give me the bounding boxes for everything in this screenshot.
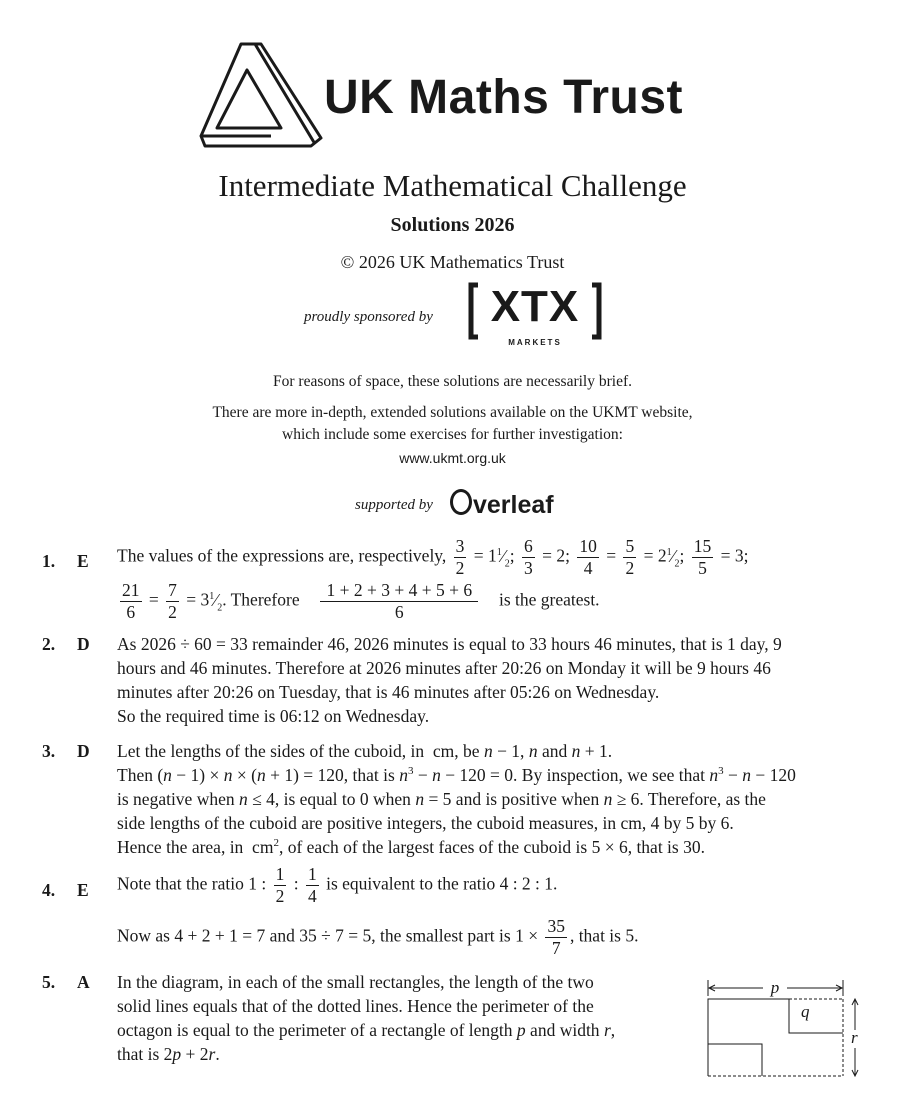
diagram-label-q: q (801, 1002, 810, 1021)
q2-line-4: So the required time is 06:12 on Wednesday. (117, 706, 430, 726)
overleaf-wordmark: verleaf (473, 491, 554, 519)
q1-line-2: $\frac{21}{6}$ = $\frac{7}{2}$ = $3^1⁄_2$. Therefore $\frac{1 + 2 + 3 + 4 + 5 + 6}{6}$ is the greatest. (122, 580, 600, 622)
overleaf-icon (450, 489, 472, 515)
q3-line-5: Hence the area, in $cm^2$, of each of the largest faces of the cuboid is 5 × 6, that is 30. (117, 837, 705, 857)
question-answer: E (77, 880, 89, 900)
extended-note-line: There are more in-depth, extended solutions available on the UKMT website, (212, 404, 693, 421)
extended-note-line: which include some exercises for further investigation: (282, 426, 623, 443)
page-subtitle: Solutions 2026 (390, 214, 515, 236)
q3-line-3: is negative when n ≤ 4, is equal to 0 when n = 5 and is positive when n ≥ 6. Therefore, as the (117, 789, 766, 809)
ukmt-logo-icon (197, 40, 323, 150)
q5-line-4: that is 2p + 2r. (117, 1044, 220, 1064)
space-note: For reasons of space, these solutions are necessarily brief. (273, 373, 632, 390)
website-link[interactable]: www.ukmt.org.uk (399, 450, 506, 466)
question-answer: A (77, 972, 90, 992)
question-number: 4. (42, 880, 56, 900)
question-answer: E (77, 551, 89, 571)
q2-line-2: hours and 46 minutes. Therefore at 2026 minutes after 20:26 on Monday it will be 9 hours 46 (117, 658, 771, 678)
q1-line-1: The values of the expressions are, respectively, $\frac{3}{2}$ = $1^1⁄_2$; $\frac{6}{3}$ = 2; $\frac{10}{4}$ = $\frac{5}{2}$ = $2^1⁄_2$; $\frac{15}{5}$ = 3; (117, 536, 749, 578)
q4-line-2: Now as 4 + 2 + 1 = 7 and 35 ÷ 7 = 5, the smallest part is 1 × $\frac{35}{7}$ , that is 5. (117, 916, 639, 958)
q4-line-1: Note that the ratio 1 : $\frac{1}{2}$ : $\frac{1}{4}$ is equivalent to the ratio 4 : 2 : 1. (117, 864, 558, 906)
question-answer: D (77, 741, 90, 761)
page-title: Intermediate Mathematical Challenge (218, 168, 687, 203)
q5-line-1: In the diagram, in each of the small rectangles, the length of the two (117, 972, 594, 992)
question-number: 2. (42, 634, 56, 654)
question-number: 5. (42, 972, 56, 992)
q2-line-1: As 2026 ÷ 60 = 33 remainder 46, 2026 minutes is equal to 33 hours 46 minutes, that is 1 day, 9 (117, 634, 782, 654)
q3-line-2: Then (n − 1) × n × (n + 1) = 120, that is $n^3 - n - 120 = 0$. By inspection, we see that $n^3 - n - 120$ (117, 765, 796, 785)
question-number: 3. (42, 741, 56, 761)
q2-line-3: minutes after 20:26 on Tuesday, that is 46 minutes after 05:26 on Wednesday. (117, 682, 660, 702)
q3-line-1: Let the lengths of the sides of the cuboid, in cm, be n − 1, n and n + 1. (117, 741, 613, 761)
diagram-label-r: r (851, 1028, 858, 1047)
q5-line-3: octagon is equal to the perimeter of a rectangle of length p and width r, (117, 1020, 616, 1040)
support-label: supported by (355, 497, 433, 513)
sponsor-logo-sub: MARKETS (508, 338, 562, 347)
overleaf-logo (450, 489, 554, 520)
diagram-label-p: p (770, 978, 780, 997)
q5-line-2: solid lines equals that of the dotted lines. Hence the perimeter of the (117, 996, 594, 1016)
octagon-diagram (705, 978, 865, 1082)
question-number: 1. (42, 551, 56, 571)
sponsor-logo: XTX (490, 282, 580, 331)
sponsor-label: proudly sponsored by (304, 309, 433, 325)
question-answer: D (77, 634, 90, 654)
q3-line-4: side lengths of the cuboid are positive integers, the cuboid measures, in cm, 4 by 5 by 6. (117, 813, 734, 833)
brand-name: UK Maths Trust (324, 71, 684, 124)
copyright: © 2026 UK Mathematics Trust (340, 252, 565, 272)
